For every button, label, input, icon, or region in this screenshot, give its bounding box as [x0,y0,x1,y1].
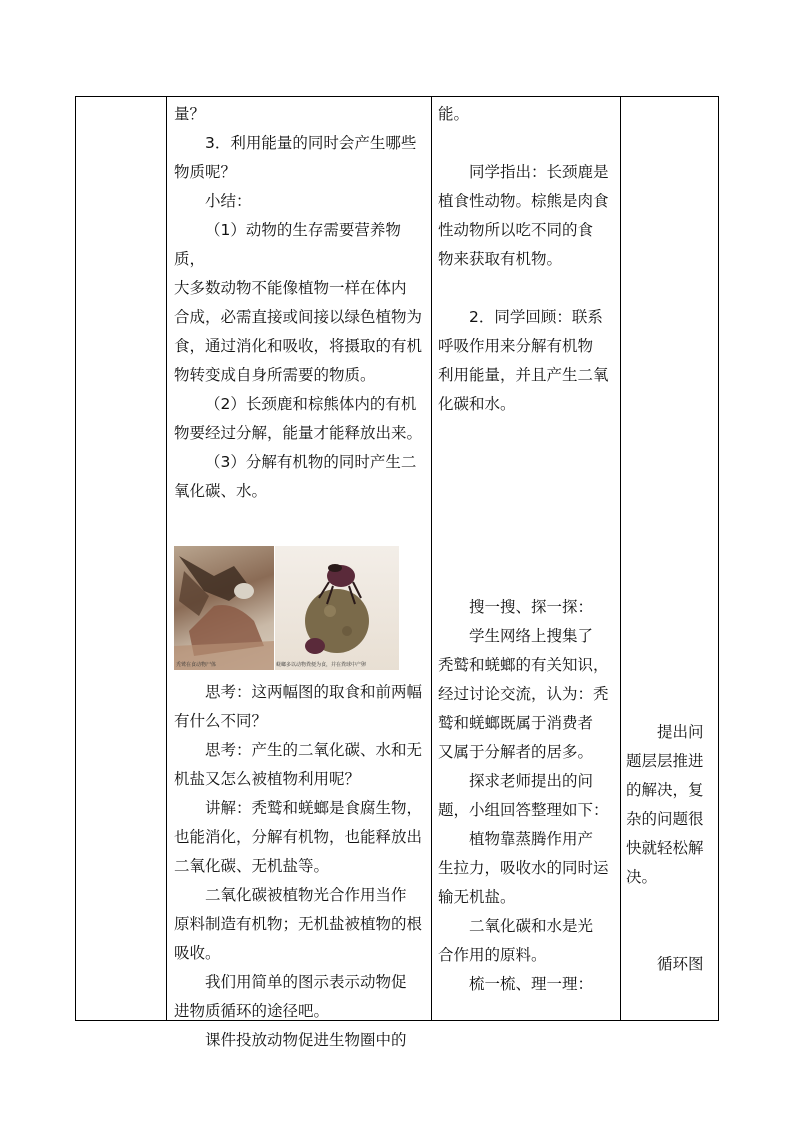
text-line: 进物质循环的途径吧。 [174,1002,330,1020]
dung-beetle-photo [275,546,399,670]
text-line: 思考：这两幅图的取食和前两幅 [205,683,423,701]
text-line: 经过讨论交流，认为：秃 [438,685,609,703]
text-line: 生拉力，吸收水的同时运 [438,859,609,877]
lesson-table [75,96,719,1049]
text-line: 植食性动物。棕熊是肉食 [438,192,609,210]
text-line: 思考：产生的二氧化碳、水和无 [205,741,423,759]
text-line: 利用能量，并且产生二氧 [438,366,609,384]
text-line: 探求老师提出的问 [469,772,594,790]
text-line: 也能消化，分解有机物，也能释放出 [174,828,423,846]
text-line: 搜一搜、探一探： [469,598,594,616]
text-line: （3）分解有机物的同时产生二 [205,453,417,471]
text-line: 大多数动物不能像植物一样在体内 [174,279,407,297]
animal-photos [174,546,400,670]
text-line: 二氧化碳、无机盐等。 [174,857,330,875]
vulture-photo [174,546,274,670]
text-line: 题，小组回答整理如下： [438,801,609,819]
text-line: 氧化碳、水。 [174,482,268,500]
text-line: （1）动物的生存需要营养物质， [174,221,401,268]
text-line: 小结： [205,192,252,210]
text-line: 物质呢？ [174,163,237,181]
text-line: 化碳和水。 [438,395,516,413]
text-line: 有什么不同？ [174,712,268,730]
text-line: 我们用简单的图示表示动物促 [205,973,407,991]
text-line: 合成，必需直接或间接以绿色植物为 [174,308,423,326]
text-line: 同学指出：长颈鹿是 [469,163,609,181]
teacher-activity-column [174,100,426,1055]
text-line: 量？ [174,105,206,123]
text-line: 合作用的原料。 [438,946,547,964]
text-line: 物要经过分解，能量才能释放出来。 [174,424,423,442]
text-line: 题层层推进 [626,752,704,770]
text-line: 性动物所以吃不同的食 [438,221,594,239]
text-line: 又属于分解者的居多。 [438,743,594,761]
column-divider [431,97,432,1020]
text-line: 呼吸作用来分解有机物 [438,337,594,355]
text-line: 梳一梳、理一理： [469,975,594,993]
text-line: 鹫和蜣螂既属于消费者 [438,714,594,732]
photo-caption: 秃鹫在食动物尸体 [176,662,217,668]
text-line: （2）长颈鹿和棕熊体内的有机 [205,395,417,413]
text-line: 2．同学回顾：联系 [469,308,603,326]
text-line: 能。 [438,105,470,123]
text-line: 讲解：秃鹫和蜣螂是食腐生物， [205,799,423,817]
text-line: 决。 [626,868,658,886]
text-line: 快就轻松解 [626,839,704,857]
text-line: 3．利用能量的同时会产生哪些 [205,134,417,152]
text-line: 二氧化碳和水是光 [469,917,594,935]
text-line: 二氧化碳被植物光合作用当作 [205,886,407,904]
text-line: 机盐又怎么被植物利用呢？ [174,770,361,788]
design-intent-column [626,718,718,979]
text-line: 提出问 [657,723,704,741]
text-line: 吸收。 [174,944,221,962]
text-line: 循环图 [657,955,704,973]
photo-caption: 蜣螂多以动物粪便为食，并在粪球中产卵 [276,662,367,668]
column-divider [166,97,167,1020]
text-line: 学生网络上搜集了 [469,627,594,645]
column-divider [620,97,621,1020]
text-line: 物来获取有机物。 [438,250,563,268]
student-activity-column [438,100,616,999]
text-line: 课件投放动物促进生物圈中的 [205,1031,407,1049]
text-line: 物转变成自身所需要的物质。 [174,366,376,384]
text-line: 植物靠蒸腾作用产 [469,830,594,848]
text-line: 杂的问题很 [626,810,704,828]
text-line: 秃鹫和蜣螂的有关知识， [438,656,609,674]
text-line: 原料制造有机物；无机盐被植物的根 [174,915,423,933]
text-line: 的解决，复 [626,781,704,799]
text-line: 食，通过消化和吸收，将摄取的有机 [174,337,423,355]
text-line: 输无机盐。 [438,888,516,906]
